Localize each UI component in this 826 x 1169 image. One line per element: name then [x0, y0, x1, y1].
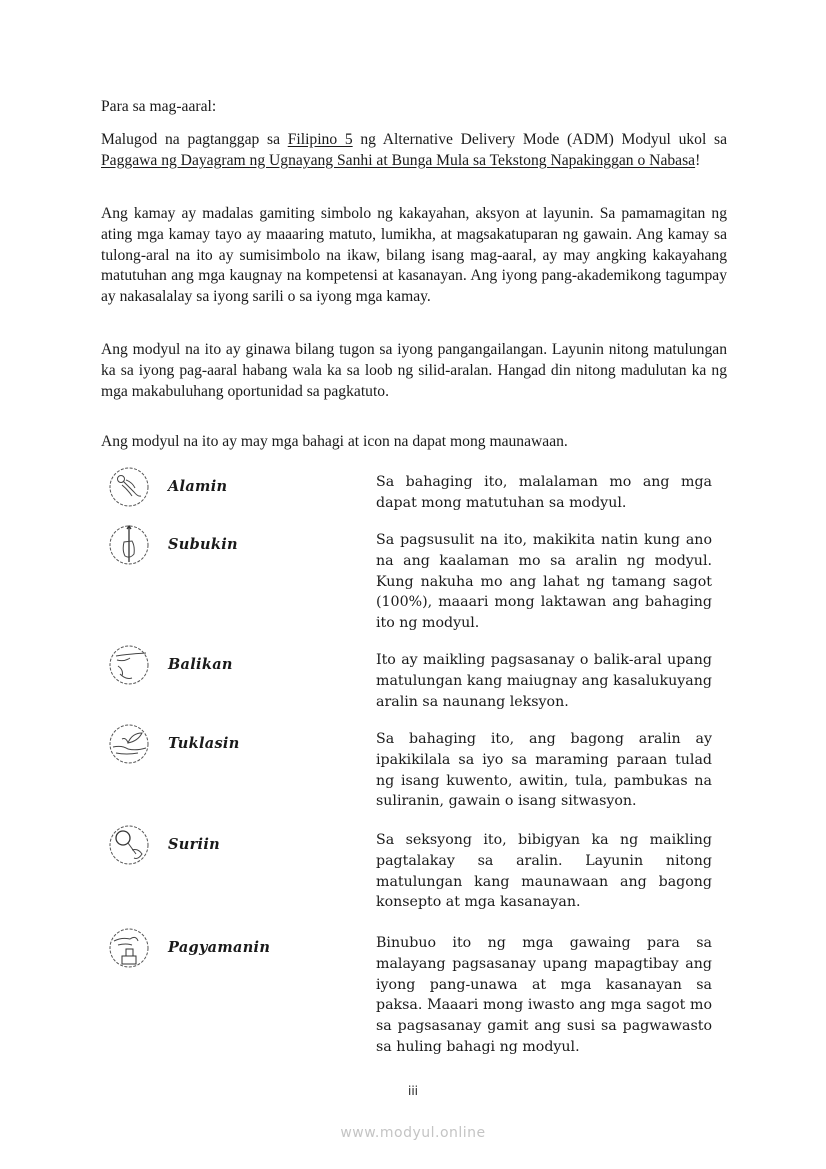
section-label: Tuklasin: [168, 735, 240, 752]
paragraph-hand-symbol: Ang kamay ay madalas gamiting simbolo ng kakayahan, aksyon at layunin. Sa pamamagitan ng ating mga kamay tayo ay maaaring matuto, lumikha, at magsakatuparan ng gawain. Ang kamay sa tulong-aral na ito ay sumisimbolo na ikaw, bilang isang mag-aaral, ay may angking kakayahang matutuhan ang mga kaugnay na kompetensi at kasanayan. Ang iyong pang-akademikong tagumpay ay nakasalalay sa iyong sarili o sa iyong mga kamay.: [101, 205, 727, 306]
section-description: Binubuo ito ng mga gawaing para sa malayang pagsasanay upang mapagtibay ang iyong pang-unawa at mga kasanayan sa paksa. Maaari mong iwasto ang mga sagot mo sa pagsasanay gamit ang susi sa pagwawasto sa huling bahagi ng modyul.: [376, 935, 712, 1055]
intro-middle: ng Alternative Delivery Mode (ADM) Modyul ukol sa: [352, 131, 727, 148]
page-number: iii: [407, 1084, 418, 1098]
subject-title: Filipino 5: [287, 131, 353, 148]
intro-suffix: !: [695, 151, 701, 169]
greeting: Para sa mag-aaral:: [101, 98, 217, 115]
section-description: Ito ay maikling pagsasanay o balik-aral upang matulungan kang maiugnay ang kasalukuyang aralin sa naunang leksyon.: [376, 652, 712, 710]
paragraph-parts-intro: Ang modyul na ito ay may mga bahagi at icon na dapat mong maunawaan.: [101, 433, 568, 450]
pointing-hand-icon: [108, 466, 150, 508]
section-description: Sa seksyong ito, bibigyan ka ng maikling pagtalakay sa aralin. Layunin nitong matulungan kang maunawaan ang bagong konsepto at mga kasanayan.: [376, 832, 712, 911]
section-description: Sa bahaging ito, malalaman mo ang mga dapat mong matutuhan sa modyul.: [376, 474, 712, 511]
section-label: Alamin: [168, 478, 228, 495]
section-label: Balikan: [168, 656, 233, 673]
hand-stacking-blocks-icon: [108, 927, 150, 969]
hand-holding-pencil-icon: [108, 524, 150, 566]
hand-holding-sprout-icon: [108, 723, 150, 765]
section-description: Sa pagsusulit na ito, makikita natin kung ano na ang kaalaman mo sa aralin ng modyul. Kung nakuha mo ang lahat ng tamang sagot (100%), maaari mong laktawan ang bahaging ito ng modyul.: [376, 532, 712, 632]
watermark: www.modyul.online: [340, 1125, 486, 1141]
section-description: Sa bahaging ito, ang bagong aralin ay ipakikilala sa iyo sa maraming paraan tulad ng isang kuwento, awitin, tula, pambukas na suliranin, gawain o isang sitwasyon.: [376, 731, 712, 810]
intro-prefix: Malugod na pagtanggap sa: [101, 131, 288, 148]
intro-paragraph: [101, 130, 727, 172]
section-label: Suriin: [168, 836, 221, 853]
topic-title: Paggawa ng Dayagram ng Ugnayang Sanhi at Bunga Mula sa Tekstong Napakinggan o Nabasa: [101, 151, 696, 169]
paragraph-module-purpose: Ang modyul na ito ay ginawa bilang tugon sa iyong pangangailangan. Layunin nitong matulungan ka sa iyong pag-aaral habang wala ka sa loob ng silid-aralan. Hangad din nitong madulutan ka ng mga makabuluhang oportunidad sa pagkatuto.: [101, 341, 727, 400]
section-label: Subukin: [168, 536, 238, 553]
section-label: Pagyamanin: [168, 939, 271, 956]
hand-reaching-icon: [108, 644, 150, 686]
magnifying-glass-hand-icon: [108, 824, 150, 866]
